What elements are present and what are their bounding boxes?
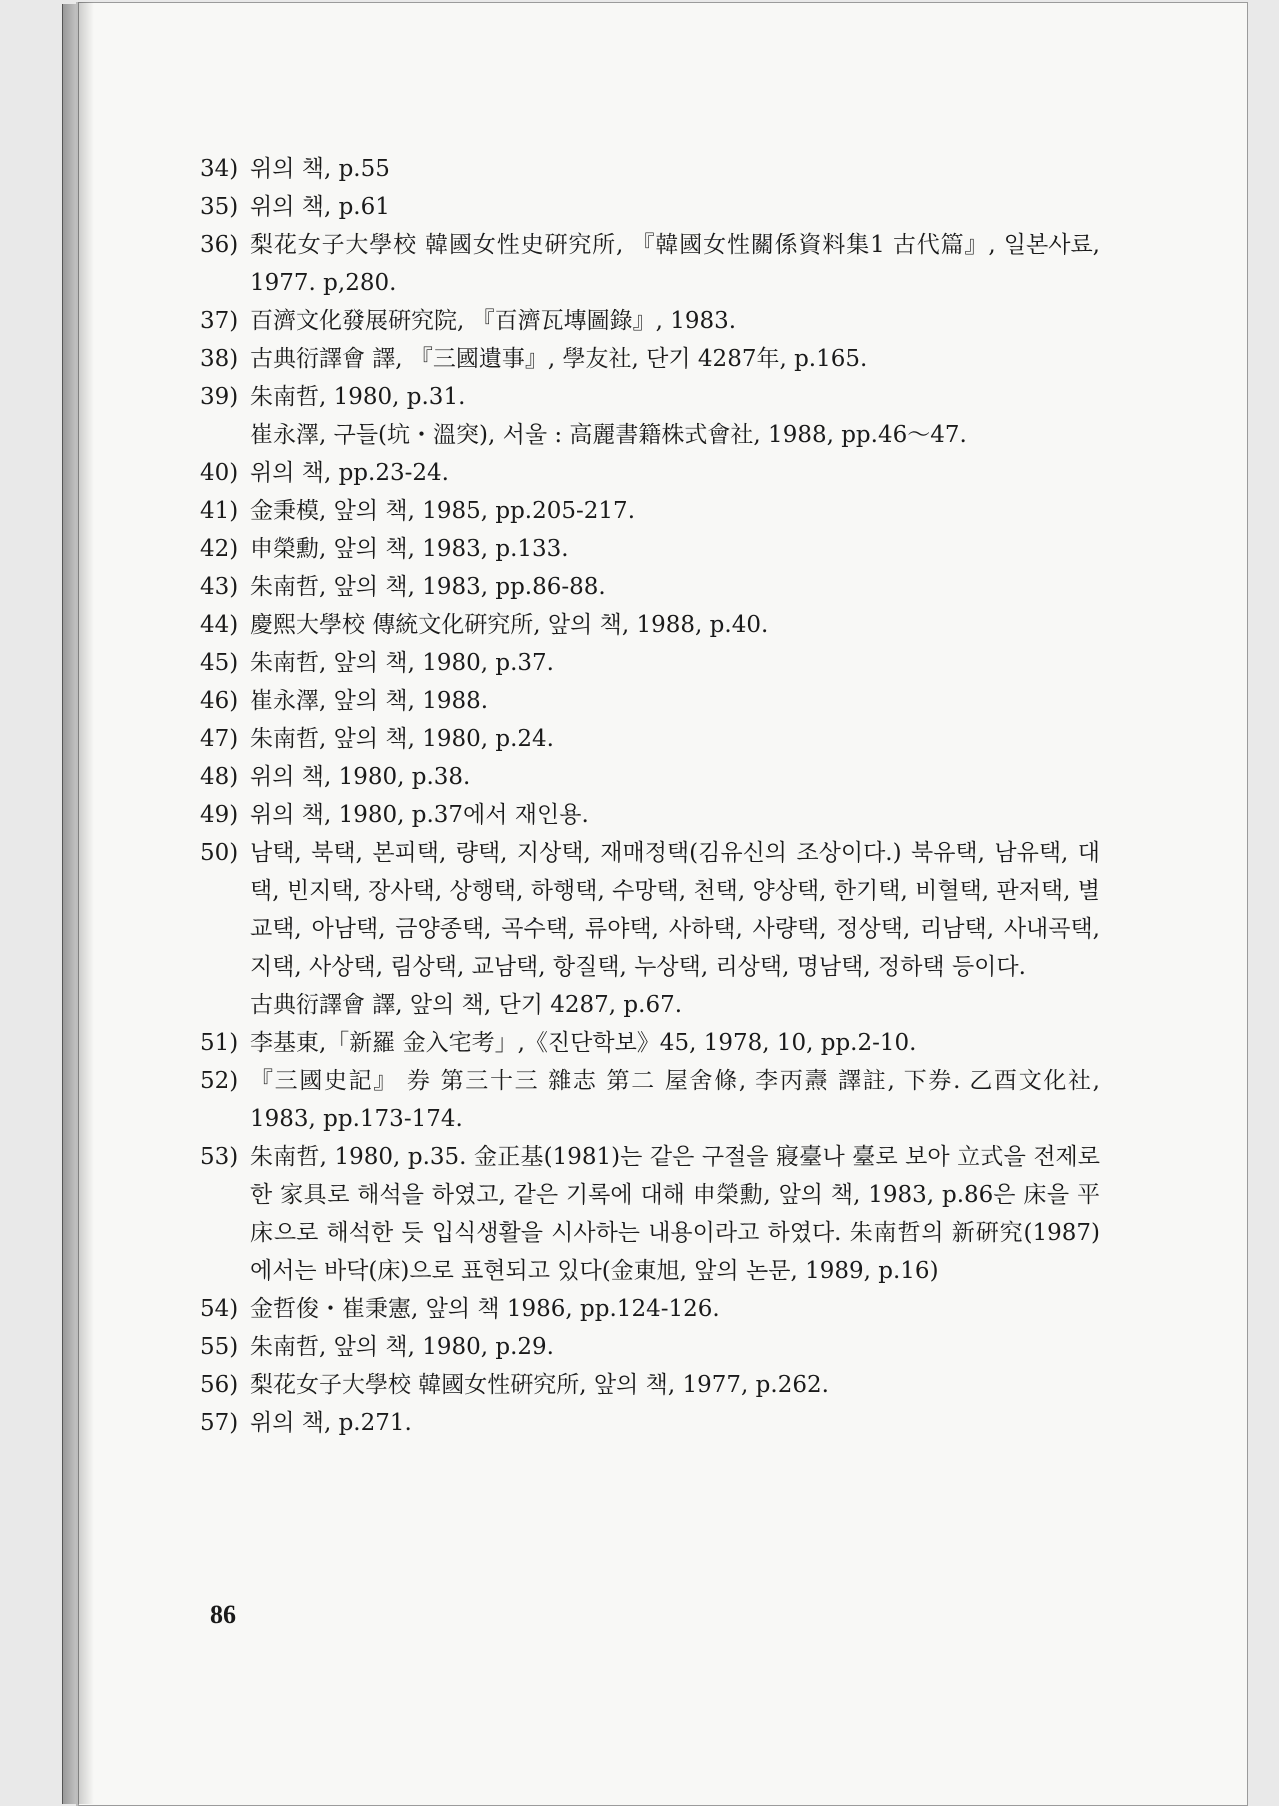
footnote-number: 43) — [200, 574, 239, 600]
footnote-number: 52) — [200, 1068, 239, 1094]
footnote-number: 38) — [200, 346, 239, 372]
footnote-number: 46) — [200, 688, 239, 714]
footnote-number: 57) — [200, 1410, 239, 1436]
footnote-text: 朱南哲, 앞의 책, 1980, p.29. — [250, 1334, 554, 1360]
footnote-text: 慶熙大學校 傳統文化硏究所, 앞의 책, 1988, p.40. — [250, 612, 769, 638]
footnote-text: 李基東,「新羅 金入宅考」,《진단학보》45, 1978, 10, pp.2-10. — [250, 1030, 917, 1056]
footnote-number: 41) — [200, 498, 239, 524]
footnote-number: 42) — [200, 536, 239, 562]
footnote-item — [200, 834, 1100, 1024]
footnote-text: 梨花女子大學校 韓國女性史硏究所, 『韓國女性關係資料集1 古代篇』, 일본사료, 1977. p,280. — [250, 232, 1100, 296]
footnote-item — [200, 378, 1100, 454]
footnote-item — [200, 644, 1100, 682]
footnote-number: 34) — [200, 156, 239, 182]
footnote-number: 53) — [200, 1144, 239, 1170]
footnote-text: 『三國史記』 券 第三十三 雜志 第二 屋舍條, 李丙燾 譯註, 下券. 乙酉文化社, 1983, pp.173-174. — [250, 1068, 1100, 1132]
footnote-item — [200, 758, 1100, 796]
footnote-item — [200, 720, 1100, 758]
footnote-item — [200, 1366, 1100, 1404]
footnote-item — [200, 150, 1100, 188]
footnote-number: 44) — [200, 612, 239, 638]
footnote-number: 50) — [200, 840, 239, 866]
footnote-item — [200, 340, 1100, 378]
footnote-item — [200, 492, 1100, 530]
footnote-text: 朱南哲, 1980, p.35. 金正基(1981)는 같은 구절을 寢臺나 臺로 보아 立式을 전제로 한 家具로 해석을 하였고, 같은 기록에 대해 申榮勳, 앞의 책, 1983, p.86은 床을 平床으로 해석한 듯 입식생활을 시사하는 내용이라고 하였다. 朱南哲의 新硏究(1987)에서는 바닥(床)으로 표현되고 있다(金東旭, 앞의 논문, 1989, p.16) — [250, 1144, 1100, 1284]
footnote-number: 39) — [200, 384, 239, 410]
footnote-number: 49) — [200, 802, 239, 828]
footnote-number: 45) — [200, 650, 239, 676]
footnote-number: 40) — [200, 460, 239, 486]
footnote-number: 36) — [200, 232, 239, 258]
footnote-text: 朱南哲, 앞의 책, 1983, pp.86-88. — [250, 574, 606, 600]
footnote-number: 56) — [200, 1372, 239, 1398]
footnote-text: 古典衍譯會 譯, 『三國遺事』, 學友社, 단기 4287年, p.165. — [250, 346, 868, 372]
footnote-number: 55) — [200, 1334, 239, 1360]
footnote-item — [200, 1404, 1100, 1442]
footnote-item — [200, 1290, 1100, 1328]
footnote-item — [200, 302, 1100, 340]
footnote-number: 47) — [200, 726, 239, 752]
footnote-item — [200, 682, 1100, 720]
footnote-item — [200, 568, 1100, 606]
footnote-number: 51) — [200, 1030, 239, 1056]
footnote-item — [200, 188, 1100, 226]
footnote-item — [200, 1138, 1100, 1290]
footnote-text: 崔永澤, 앞의 책, 1988. — [250, 688, 489, 714]
footnote-text: 金哲俊・崔秉憲, 앞의 책 1986, pp.124-126. — [250, 1296, 720, 1322]
footnote-number: 54) — [200, 1296, 239, 1322]
footnote-text: 朱南哲, 앞의 책, 1980, p.24. — [250, 726, 554, 752]
footnote-number: 48) — [200, 764, 239, 790]
footnote-item — [200, 1328, 1100, 1366]
footnote-text: 위의 책, p.55 — [250, 156, 390, 182]
footnote-number: 35) — [200, 194, 239, 220]
footnote-number: 37) — [200, 308, 239, 334]
footnote-text: 百濟文化發展硏究院, 『百濟瓦塼圖錄』, 1983. — [250, 308, 737, 334]
footnote-text: 申榮勳, 앞의 책, 1983, p.133. — [250, 536, 569, 562]
spine-shadow — [78, 2, 94, 1804]
footnote-text: 남택, 북택, 본피택, 량택, 지상택, 재매정택(김유신의 조상이다.) 북유택, 남유택, 대택, 빈지택, 장사택, 상행택, 하행택, 수망택, 천택, 양상택, 한기택, 비혈택, 판저택, 별교택, 아남택, 금양종택, 곡수택, 류야택, 사하택, 사량택, 정상택, 리남택, 사내곡택, 지택, 사상택, 림상택, 교남택, 항질택, 누상택, 리상택, 명남택, 정하택 등이다. — [250, 840, 1100, 980]
footnote-text-continuation: 崔永澤, 구들(坑・溫突), 서울 : 高麗書籍株式會社, 1988, pp.46～47. — [250, 422, 967, 448]
footnote-text: 위의 책, p.61 — [250, 194, 390, 220]
footnote-text: 梨花女子大學校 韓國女性硏究所, 앞의 책, 1977, p.262. — [250, 1372, 829, 1398]
footnote-text: 朱南哲, 1980, p.31. — [250, 384, 466, 410]
footnote-item — [200, 1062, 1100, 1138]
footnote-item — [200, 226, 1100, 302]
footnote-item — [200, 1024, 1100, 1062]
footnote-text-continuation: 古典衍譯會 譯, 앞의 책, 단기 4287, p.67. — [250, 992, 683, 1018]
footnote-text: 朱南哲, 앞의 책, 1980, p.37. — [250, 650, 554, 676]
footnote-item — [200, 530, 1100, 568]
footnote-text: 위의 책, pp.23-24. — [250, 460, 449, 486]
footnote-text: 위의 책, 1980, p.38. — [250, 764, 471, 790]
footnote-list — [200, 150, 1100, 1442]
footnote-text: 위의 책, 1980, p.37에서 재인용. — [250, 802, 589, 828]
footnote-item — [200, 606, 1100, 644]
footnote-text: 위의 책, p.271. — [250, 1410, 412, 1436]
footnote-text: 金秉模, 앞의 책, 1985, pp.205-217. — [250, 498, 636, 524]
footnote-item — [200, 454, 1100, 492]
footnote-item — [200, 796, 1100, 834]
page-number: 86 — [210, 1600, 236, 1629]
